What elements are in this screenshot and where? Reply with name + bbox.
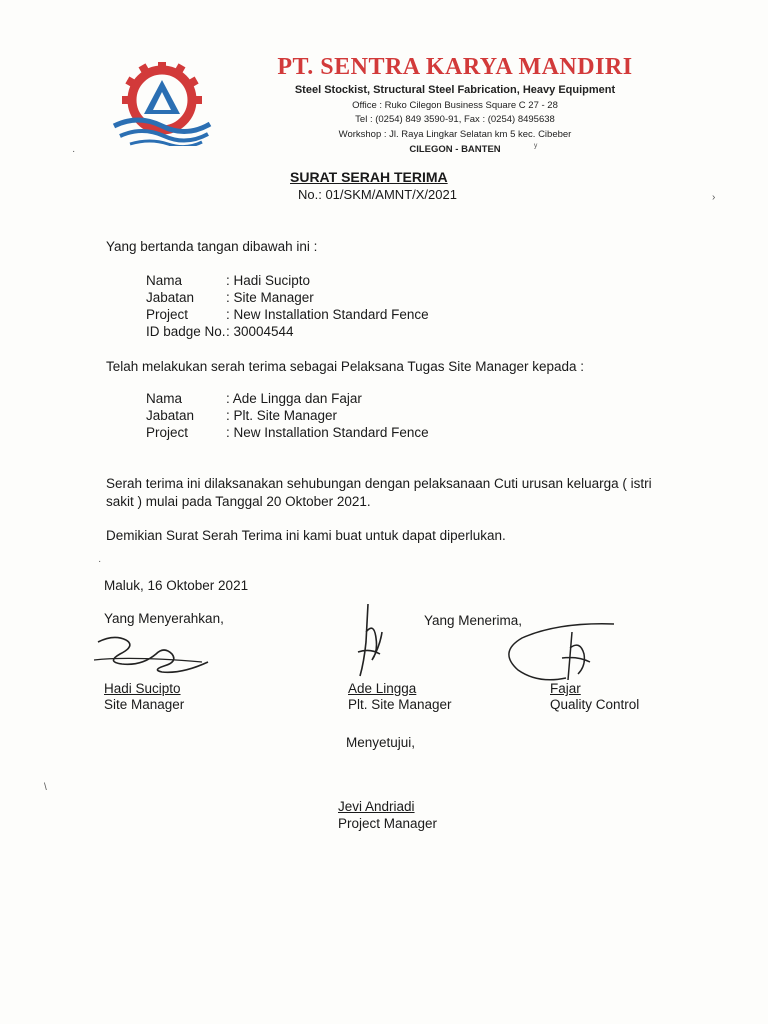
place-date: Maluk, 16 Oktober 2021: [104, 578, 249, 593]
giver-position: Site Manager: [104, 697, 185, 712]
receiver1-name: Ade Lingga: [348, 681, 417, 696]
receiver-heading: Yang Menerima,: [424, 613, 523, 628]
approver-position: Project Manager: [338, 816, 438, 831]
company-city: CILEGON - BANTEN: [409, 144, 501, 155]
scan-speck: \: [44, 782, 47, 793]
company-tagline: Steel Stockist, Structural Steel Fabrication, Heavy Equipment: [294, 84, 616, 96]
giver-name: Hadi Sucipto: [104, 681, 181, 696]
party1-label: Jabatan: [146, 290, 195, 305]
company-tel: Tel : (0254) 849 3590-91, Fax : (0254) 8495638: [355, 114, 555, 125]
party1-value: : New Installation Standard Fence: [226, 307, 429, 322]
approver-name: Jevi Andriadi: [338, 799, 415, 814]
party2-label: Jabatan: [146, 408, 195, 423]
company-office: Office : Ruko Cilegon Business Square C 27 - 28: [352, 100, 558, 111]
receiver2-signature: [498, 618, 618, 688]
document-number: No.: 01/SKM/AMNT/X/2021: [298, 187, 457, 202]
party1-label: Nama: [146, 273, 183, 288]
party2-value: : New Installation Standard Fence: [226, 425, 429, 440]
scan-speck: ʸ: [534, 142, 538, 153]
party1-label: ID badge No.: [146, 324, 226, 339]
receiver1-signature: [350, 602, 390, 680]
reason-text: sakit ) mulai pada Tanggal 20 Oktober 2021.: [106, 494, 371, 509]
party2-label: Nama: [146, 391, 183, 406]
party2-label: Project: [146, 425, 189, 440]
receiver1-position: Plt. Site Manager: [348, 697, 452, 712]
party2-value: : Ade Lingga dan Fajar: [226, 391, 362, 406]
document-title: SURAT SERAH TERIMA: [290, 169, 448, 185]
company-workshop: Workshop : Jl. Raya Lingkar Selatan km 5 kec. Cibeber: [338, 129, 572, 140]
scan-speck: ›: [712, 192, 716, 203]
giver-signature: [92, 632, 218, 680]
middle-text: Telah melakukan serah terima sebagai Pelaksana Tugas Site Manager kepada :: [106, 359, 585, 374]
approval-heading: Menyetujui,: [346, 735, 416, 750]
reason-text: Serah terima ini dilaksanakan sehubungan dengan pelaksanaan Cuti urusan keluarga ( istri: [106, 476, 652, 491]
party1-value: : Site Manager: [226, 290, 314, 305]
scan-speck: ·: [98, 556, 102, 567]
company-logo: [110, 62, 214, 146]
party2-value: : Plt. Site Manager: [226, 408, 338, 423]
closing-text: Demikian Surat Serah Terima ini kami buat untuk dapat diperlukan.: [106, 528, 506, 543]
opening-text: Yang bertanda tangan dibawah ini :: [106, 239, 318, 254]
company-name: PT. SENTRA KARYA MANDIRI: [277, 54, 633, 80]
scan-speck: ·: [72, 146, 76, 157]
receiver2-name: Fajar: [550, 681, 581, 696]
receiver2-position: Quality Control: [550, 697, 640, 712]
party1-label: Project: [146, 307, 189, 322]
party1-value: : 30004544: [226, 324, 294, 339]
party1-value: : Hadi Sucipto: [226, 273, 311, 288]
giver-heading: Yang Menyerahkan,: [104, 611, 224, 626]
